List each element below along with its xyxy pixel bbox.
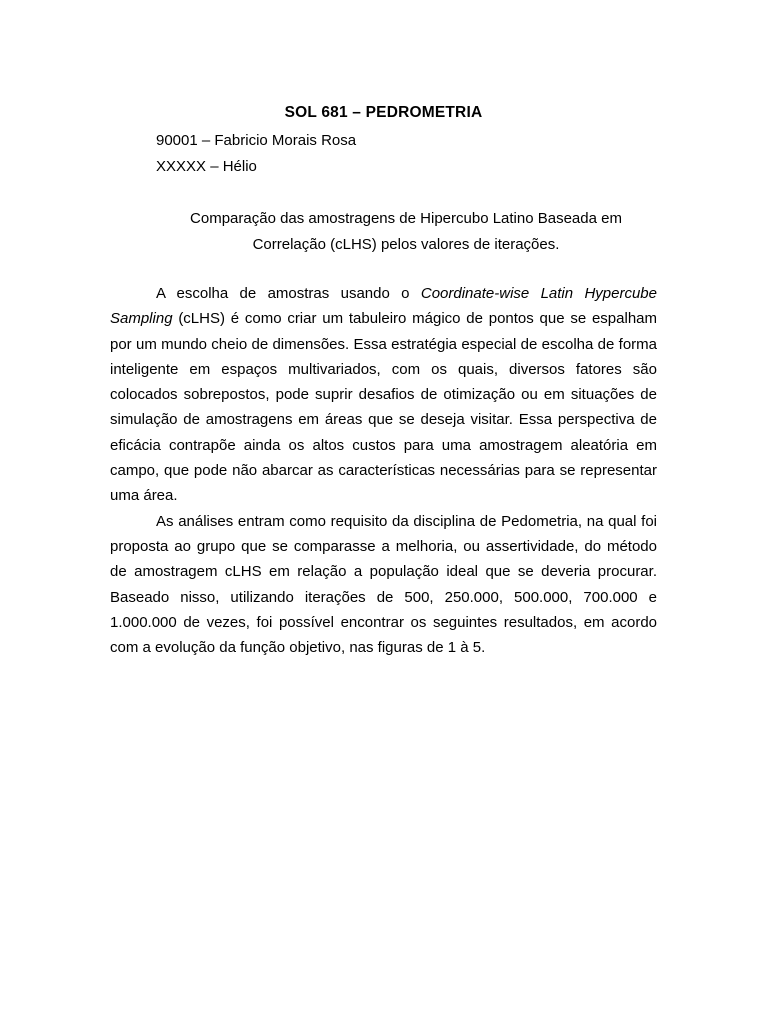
italic-term: Coordinate-wise Latin Hypercube Sampling [110, 285, 657, 328]
author-line: XXXXX – Hélio [156, 158, 257, 175]
paragraph: As análises entram como requisito da disciplina de Pedometria, na qual foi proposta ao grupo que se comparasse a melhoria, ou assertividade, do método de amostragem cLHS em relação a população ideal que se deveria procurar. Baseado nisso, utilizando iterações de 500, 250.000, 500.000, 700.000 e 1.000.000 de vezes, foi possível encontrar os seguintes resultados, em acordo com a evolução da função objetivo, nas figuras de 1 à 5. [110, 512, 657, 657]
paragraph-text: (cLHS) é como criar um tabuleiro mágico de pontos que se espalham por um mundo cheio de dimensões. Essa estratégia especial de escolha de forma inteligente em espaços multivariados, com os quais, diversos fatores são colocados sobrepostos, pode suprir desafios de otimização ou em situações de simulação de amostragens em áreas que se deseja visitar. Essa perspectiva de eficácia contrapõe ainda os altos custos para uma amostragem aleatória em campo, que pode não abarcar as características necessárias para se representar uma área. [110, 310, 657, 505]
document-subtitle: Comparação das amostragens de Hipercubo Latino Baseada em Correlação (cLHS) pelos valores de iterações. [190, 210, 622, 253]
paragraph [110, 281, 657, 509]
document-title: SOL 681 – PEDROMETRIA [284, 104, 483, 121]
paragraph-text: A escolha de amostras usando o [156, 285, 421, 302]
document-body [110, 281, 657, 660]
author-line: 90001 – Fabricio Morais Rosa [156, 132, 357, 149]
